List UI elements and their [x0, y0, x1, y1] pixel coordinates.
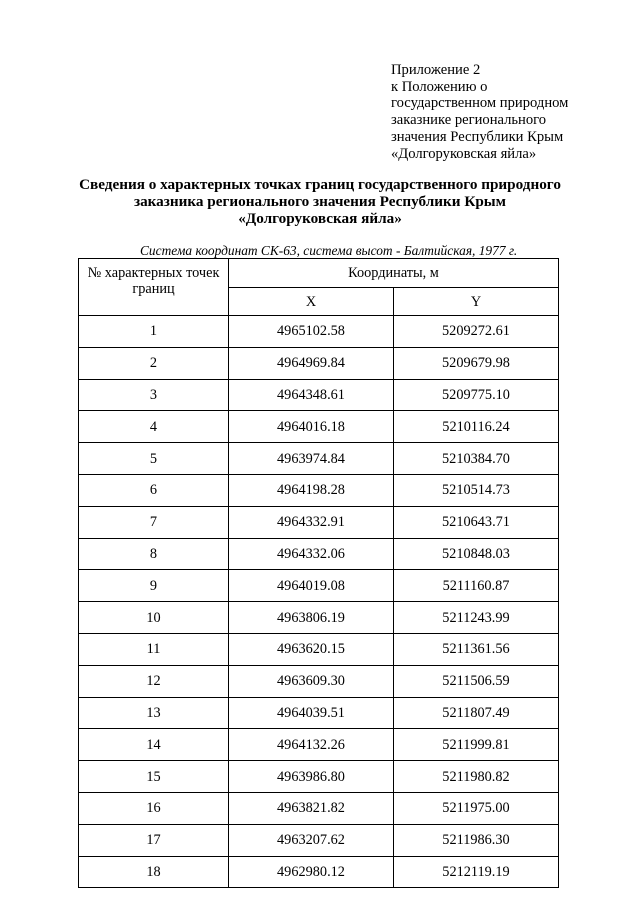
- table-body: [79, 316, 559, 888]
- appendix-line: «Долгоруковская яйла»: [391, 145, 537, 162]
- point-number-cell: 7: [79, 506, 229, 538]
- x-coordinate-cell: 4964348.61: [229, 379, 394, 411]
- title-line: заказника регионального значения Республики Крым: [133, 193, 507, 210]
- point-number-cell: 2: [79, 347, 229, 379]
- y-coordinate-cell: 5211361.56: [394, 633, 559, 665]
- point-number-header: № характерных точек границ: [79, 259, 229, 316]
- title-line: «Долгоруковская яйла»: [238, 210, 402, 227]
- y-coordinate-cell: 5210848.03: [394, 538, 559, 570]
- point-number-cell: 16: [79, 792, 229, 824]
- table-row: [79, 506, 559, 538]
- table-row: [79, 665, 559, 697]
- y-coordinate-cell: 5211975.00: [394, 792, 559, 824]
- coordinates-table: [78, 258, 559, 888]
- point-number-cell: 6: [79, 474, 229, 506]
- y-column-header: Y: [394, 288, 559, 316]
- point-number-cell: 18: [79, 856, 229, 888]
- x-coordinate-cell: 4964332.91: [229, 506, 394, 538]
- y-coordinate-cell: 5211980.82: [394, 761, 559, 793]
- x-coordinate-cell: 4963821.82: [229, 792, 394, 824]
- point-number-cell: 10: [79, 602, 229, 634]
- x-coordinate-cell: 4964198.28: [229, 474, 394, 506]
- x-coordinate-cell: 4963986.80: [229, 761, 394, 793]
- x-coordinate-cell: 4964016.18: [229, 411, 394, 443]
- appendix-line: Приложение 2: [391, 62, 481, 78]
- table-row: [79, 824, 559, 856]
- x-coordinate-cell: 4965102.58: [229, 316, 394, 348]
- appendix-line: государственном природном: [391, 95, 569, 112]
- point-number-cell: 12: [79, 665, 229, 697]
- x-coordinate-cell: 4964332.06: [229, 538, 394, 570]
- x-coordinate-cell: 4963609.30: [229, 665, 394, 697]
- table-row: [79, 602, 559, 634]
- table-row: [79, 729, 559, 761]
- appendix-line: заказнике регионального: [391, 112, 547, 129]
- table-row: [79, 443, 559, 475]
- y-coordinate-cell: 5211999.81: [394, 729, 559, 761]
- point-number-cell: 3: [79, 379, 229, 411]
- table-row: [79, 792, 559, 824]
- point-number-cell: 5: [79, 443, 229, 475]
- table-row: [79, 761, 559, 793]
- x-coordinate-cell: 4963207.62: [229, 824, 394, 856]
- y-coordinate-cell: 5211986.30: [394, 824, 559, 856]
- point-number-cell: 17: [79, 824, 229, 856]
- x-coordinate-cell: 4963806.19: [229, 602, 394, 634]
- y-coordinate-cell: 5211160.87: [394, 570, 559, 602]
- y-coordinate-cell: 5211807.49: [394, 697, 559, 729]
- point-number-cell: 13: [79, 697, 229, 729]
- table-row: [79, 316, 559, 348]
- x-coordinate-cell: 4963620.15: [229, 633, 394, 665]
- x-coordinate-cell: 4963974.84: [229, 443, 394, 475]
- table-row: [79, 570, 559, 602]
- y-coordinate-cell: 5209679.98: [394, 347, 559, 379]
- appendix-line: к Положению о: [391, 78, 488, 95]
- y-coordinate-cell: 5209775.10: [394, 379, 559, 411]
- appendix-block: [391, 62, 631, 162]
- y-coordinate-cell: 5212119.19: [394, 856, 559, 888]
- point-number-cell: 15: [79, 761, 229, 793]
- y-coordinate-cell: 5211243.99: [394, 602, 559, 634]
- y-coordinate-cell: 5209272.61: [394, 316, 559, 348]
- x-coordinate-cell: 4962980.12: [229, 856, 394, 888]
- point-number-cell: 4: [79, 411, 229, 443]
- title-line: Сведения о характерных точках границ государственного природного: [79, 176, 561, 193]
- table-row: [79, 538, 559, 570]
- table-header-row: [79, 259, 559, 288]
- table-row: [79, 411, 559, 443]
- point-number-cell: 8: [79, 538, 229, 570]
- table-row: [79, 856, 559, 888]
- point-number-cell: 1: [79, 316, 229, 348]
- coordinate-system-caption: Система координат СК-63, система высот - Балтийская, 1977 г.: [140, 243, 518, 258]
- x-coordinate-cell: 4964019.08: [229, 570, 394, 602]
- point-number-cell: 11: [79, 633, 229, 665]
- table-row: [79, 347, 559, 379]
- y-coordinate-cell: 5210116.24: [394, 411, 559, 443]
- x-coordinate-cell: 4964039.51: [229, 697, 394, 729]
- y-coordinate-cell: 5211506.59: [394, 665, 559, 697]
- point-number-cell: 14: [79, 729, 229, 761]
- table-row: [79, 633, 559, 665]
- appendix-line: значения Республики Крым: [391, 128, 564, 145]
- table-row: [79, 474, 559, 506]
- x-coordinate-cell: 4964969.84: [229, 347, 394, 379]
- x-column-header: X: [229, 288, 394, 316]
- y-coordinate-cell: 5210643.71: [394, 506, 559, 538]
- table-row: [79, 379, 559, 411]
- table-row: [79, 697, 559, 729]
- x-coordinate-cell: 4964132.26: [229, 729, 394, 761]
- point-number-cell: 9: [79, 570, 229, 602]
- y-coordinate-cell: 5210384.70: [394, 443, 559, 475]
- coordinates-group-header: Координаты, м: [229, 259, 559, 288]
- y-coordinate-cell: 5210514.73: [394, 474, 559, 506]
- document-title: [60, 176, 580, 227]
